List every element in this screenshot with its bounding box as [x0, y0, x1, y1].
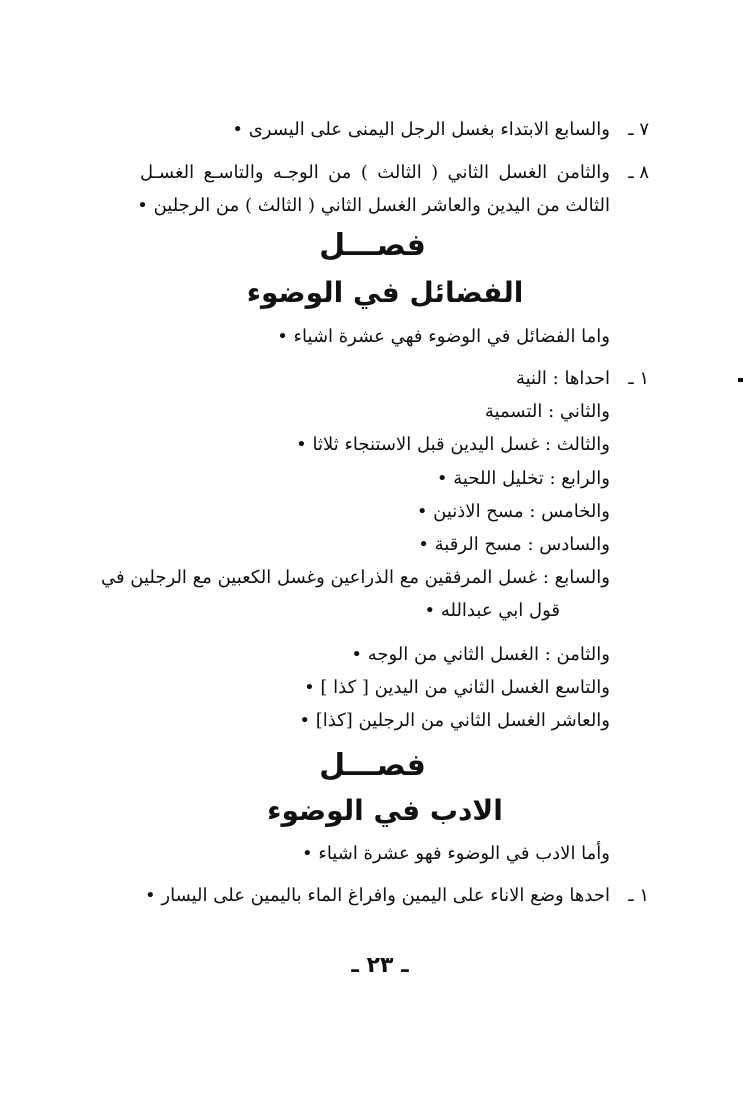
- list-item: والثامن : الغسل الثاني من الوجه •: [351, 644, 610, 665]
- text-line: الثالث من اليدين والعاشر الغسل الثاني ( الثالث ) من الرجلين •: [137, 195, 610, 216]
- section-label: فصـــل: [319, 748, 426, 783]
- list-item: احدها وضع الاناء على اليمين وافراغ الماء باليمين على اليسار •: [145, 885, 610, 906]
- list-item: والثاني : التسمية: [484, 401, 610, 422]
- list-item: والسادس : مسح الرقبة •: [418, 534, 610, 555]
- text-line: والسابع الابتداء بغسل الرجل اليمنى على اليسرى •: [232, 119, 610, 140]
- section-title: الادب في الوضوء: [267, 794, 503, 827]
- list-item: والتاسع الغسل الثاني من اليدين [ كذا ] •: [304, 677, 610, 698]
- list-item: احداها : النية: [515, 368, 610, 389]
- list-item: والعاشر الغسل الثاني من الرجلين [كذا] •: [299, 710, 610, 731]
- list-item: والخامس : مسح الاذنين •: [416, 501, 610, 522]
- text-line: والثامن الغسل الثاني ( الثالث ) من الوجـه والتاسـع الغسـل: [140, 162, 610, 183]
- intro-line: وأما الادب في الوضوء فهو عشرة اشياء •: [302, 843, 610, 864]
- item-number: ٨ ـ: [628, 162, 649, 183]
- list-item-continuation: قول ابي عبدالله •: [424, 600, 560, 621]
- item-number: ١ ـ: [628, 368, 649, 389]
- item-number: ١ ـ: [628, 885, 649, 906]
- section-title: الفضائل في الوضوء: [246, 276, 524, 309]
- list-item: والثالث : غسل اليدين قبل الاستنجاء ثلاثا •: [296, 434, 610, 455]
- section-label: فصـــل: [319, 228, 426, 263]
- page-number: ـ ٢٣ ـ: [351, 953, 409, 978]
- item-number: ٧ ـ: [628, 119, 649, 140]
- intro-line: واما الفضائل في الوضوء فهي عشرة اشياء •: [277, 326, 610, 347]
- list-item: والسابع : غسل المرفقين مع الذراعين وغسل الكعبين مع الرجلين في: [100, 567, 610, 588]
- edge-mark: [738, 378, 743, 382]
- list-item: والرابع : تخليل اللحية •: [436, 468, 610, 489]
